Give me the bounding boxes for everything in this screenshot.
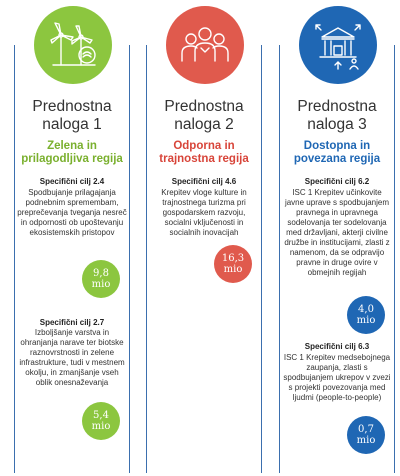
goal-description-2-7: Izboljšanje varstva in ohranjanja narave ter biotske raznovrstnosti in zelene infrastrukture, tudi v mestnem okolju, in zmanjšanje vseh oblik onesnaževanja bbox=[19, 328, 125, 387]
amount-badge-6-2: 4,0 mio bbox=[347, 296, 385, 334]
amount-badge-2-7: 5,4 mio bbox=[82, 402, 120, 440]
goal-description-4-6: Krepitev vloge kulture in trajnostnega turizma pri gospodarskem razvoju, socialni vključenosti in socialnih inovacijah bbox=[161, 188, 247, 237]
goal-title-2-7: Specifični cilj 2.7 bbox=[39, 318, 105, 327]
amount-badge-4-6: 16,3 mio bbox=[214, 245, 252, 283]
priority-subtitle-3: Dostopna in povezana regija bbox=[293, 140, 381, 165]
priority-subtitle-1: Zelena in prilagodljiva regija bbox=[21, 140, 123, 165]
goal-title-6-2: Specifični cilj 6.2 bbox=[304, 177, 370, 186]
priority-heading-2: Prednostna naloga 2 bbox=[164, 98, 244, 133]
goal-description-2-4: Spodbujanje prilagajanja podnebnim spremembam, preprečevanja tveganja nesreč in odpornosti ob upoštevanju ekosistemskih pristopov bbox=[17, 188, 127, 237]
amount-badge-6-3: 0,7 mio bbox=[347, 416, 385, 454]
amount-badge-2-4: 9,8 mio bbox=[82, 260, 120, 298]
priority-subtitle-2: Odporna in trajnostna regija bbox=[159, 140, 249, 165]
goal-description-6-3: ISC 1 Krepitev medsebojnega zaupanja, zlasti s spodbujanjem ukrepov v zvezi s projekti povezovanja med ljudmi (people-to-people) bbox=[283, 353, 391, 402]
priority-heading-1: Prednostna naloga 1 bbox=[32, 98, 112, 133]
institution-building-icon bbox=[299, 6, 377, 84]
goal-title-4-6: Specifični cilj 4.6 bbox=[171, 177, 237, 186]
people-group-icon bbox=[166, 6, 244, 84]
goal-title-2-4: Specifični cilj 2.4 bbox=[39, 177, 105, 186]
goal-title-6-3: Specifični cilj 6.3 bbox=[304, 342, 370, 351]
goal-description-6-2: ISC 1 Krepitev učinkovite javne uprave s spodbujanjem pravnega in upravnega sodelovanja ter sodelovanja med državljani, akterji civilne družbe in institucijami, zlasti z namenom, da se odpravijo pravne in druge ovire v obmejnih regijah bbox=[284, 188, 390, 277]
priority-heading-3: Prednostna naloga 3 bbox=[297, 98, 377, 133]
wind-turbine-icon bbox=[34, 6, 112, 84]
